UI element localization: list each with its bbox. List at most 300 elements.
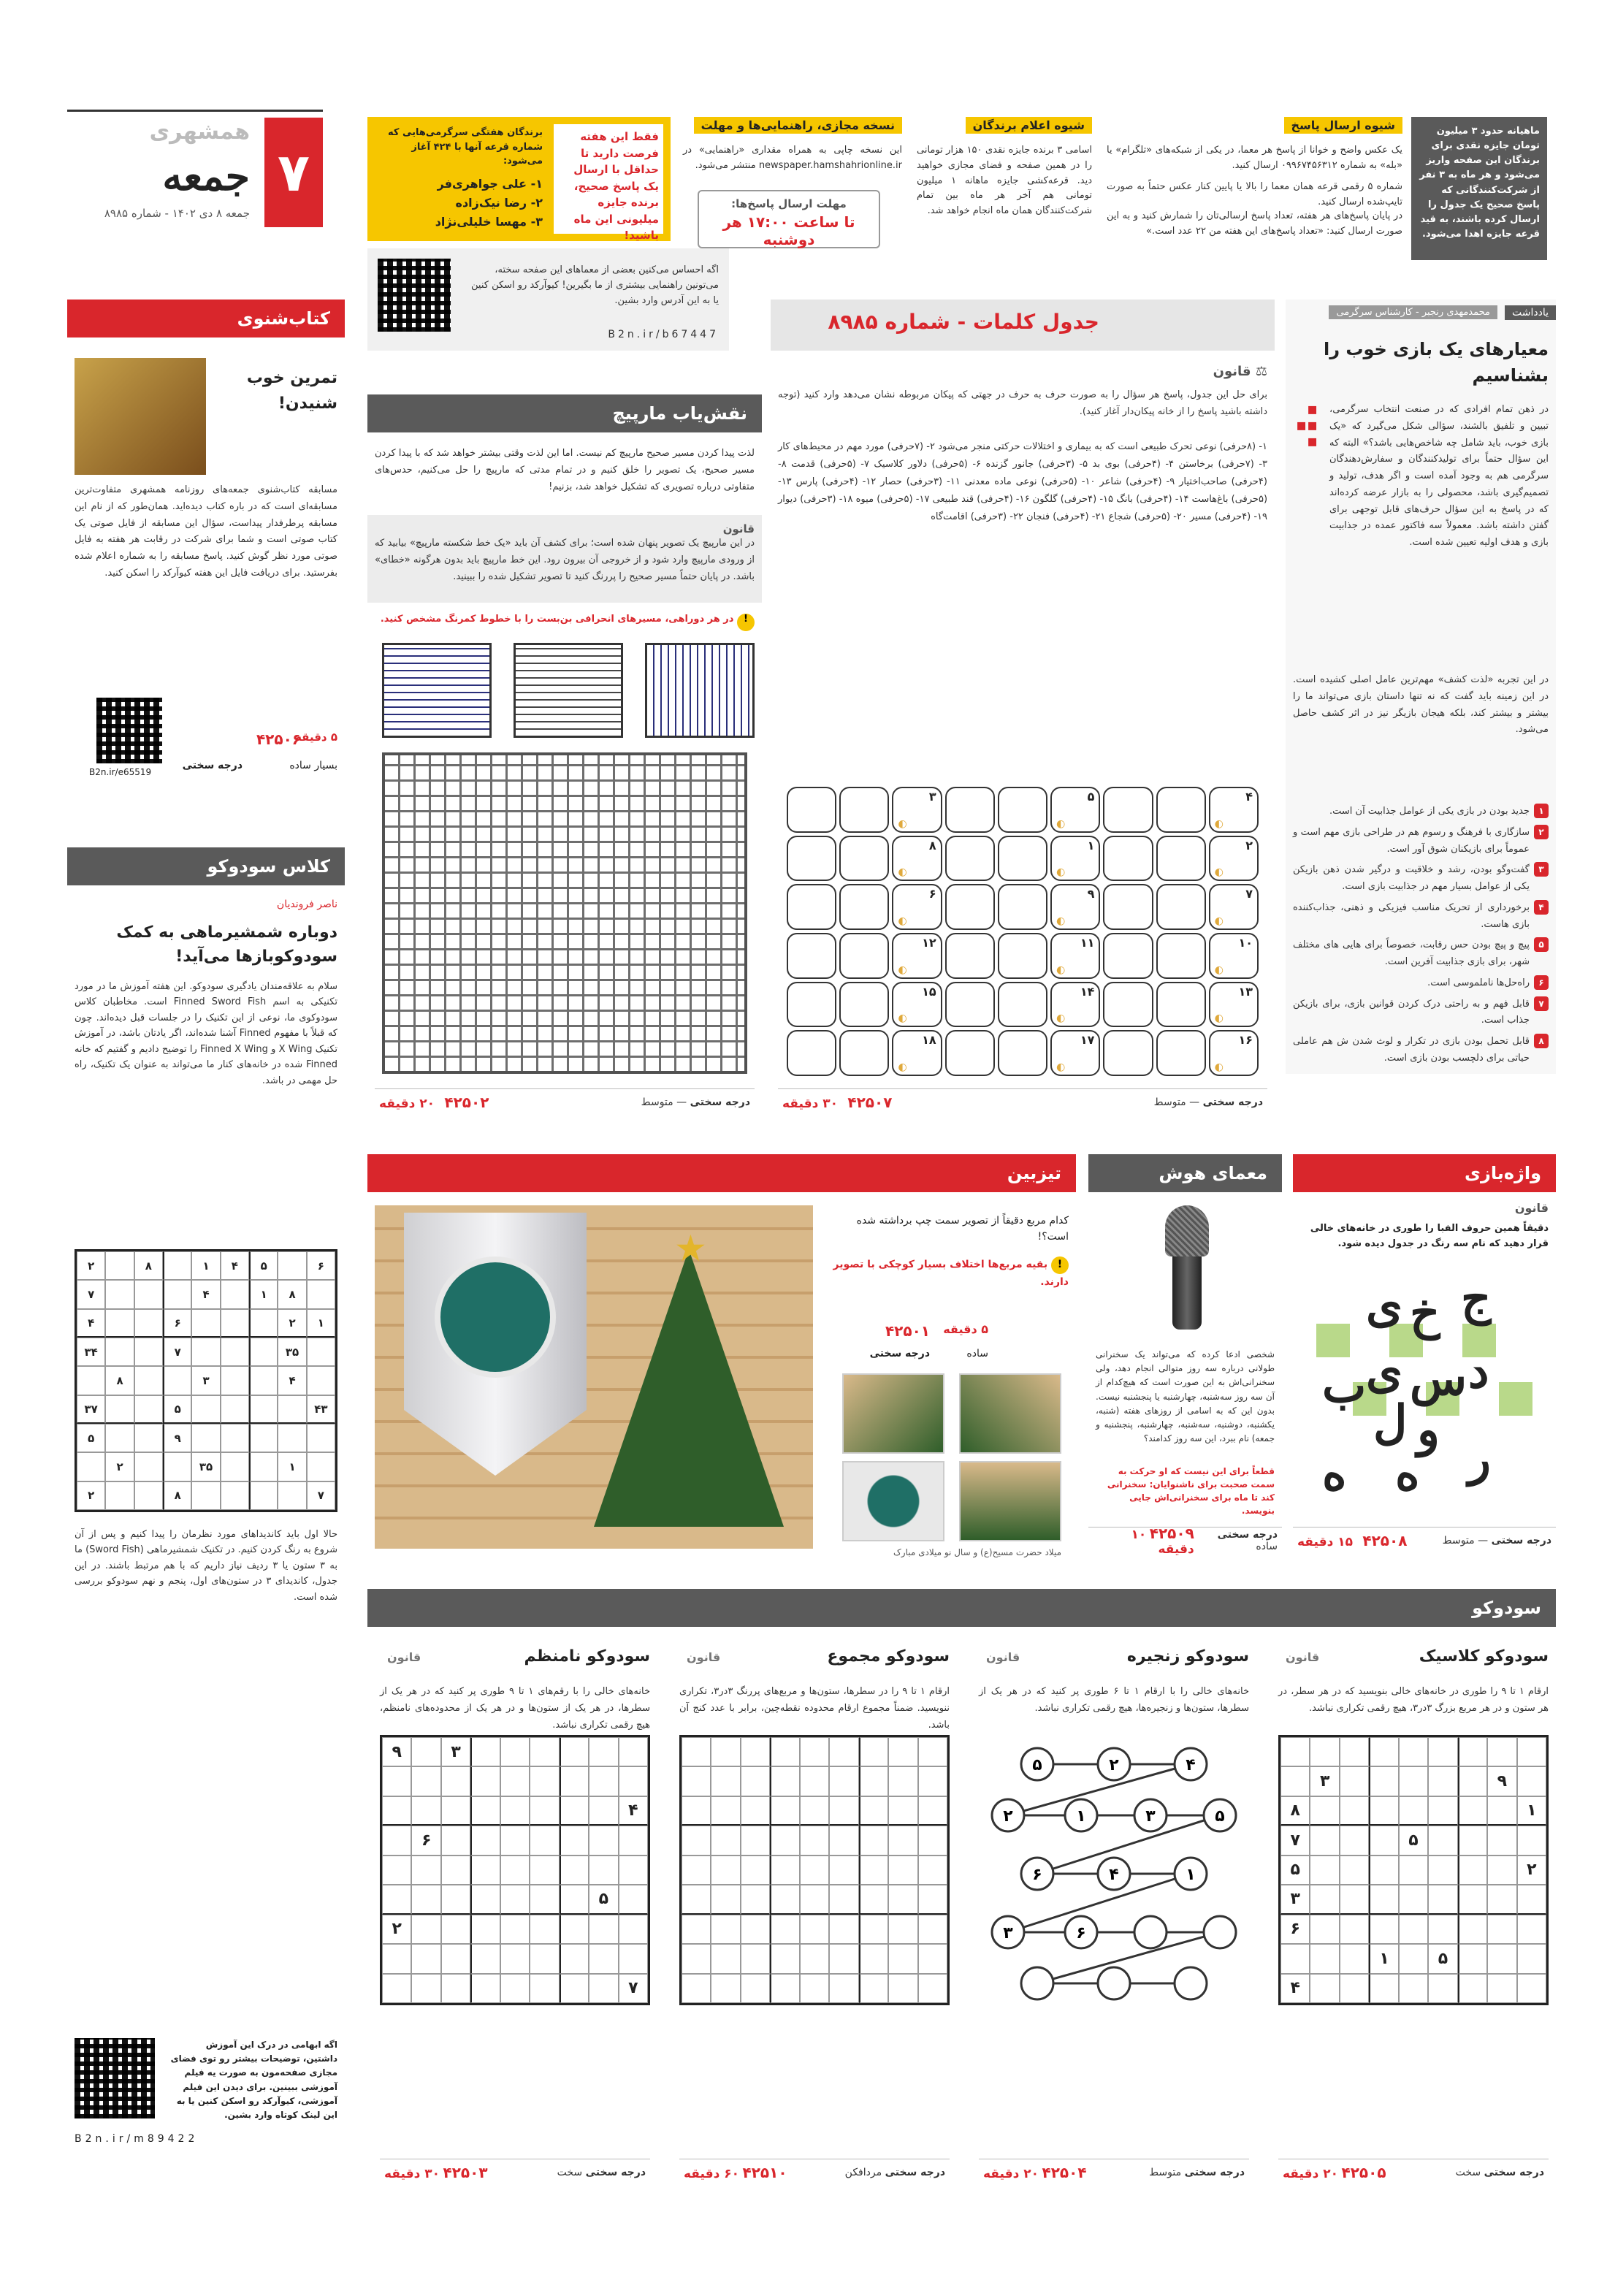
irregular-sudoku-cell[interactable] <box>619 1915 648 1944</box>
irregular-sudoku-cell[interactable] <box>382 1944 411 1973</box>
class-sudoku-cell[interactable] <box>105 1395 134 1424</box>
classic-sudoku-cell[interactable]: ۹ <box>1487 1766 1516 1796</box>
classic-sudoku-cell[interactable] <box>1369 1766 1398 1796</box>
class-sudoku-cell[interactable] <box>105 1251 134 1280</box>
class-sudoku-cell[interactable]: ۵ <box>249 1251 278 1280</box>
crossword-cell[interactable] <box>945 1030 995 1076</box>
class-sudoku-cell[interactable] <box>105 1309 134 1338</box>
irregular-sudoku-cell[interactable] <box>589 1974 618 2003</box>
irregular-sudoku-cell[interactable] <box>560 1885 589 1914</box>
sum-sudoku-cell[interactable] <box>682 1737 711 1766</box>
crossword-cell[interactable] <box>1050 836 1100 882</box>
irregular-sudoku-cell[interactable] <box>530 1826 559 1855</box>
irregular-sudoku-cell[interactable] <box>500 1885 530 1914</box>
sum-sudoku-cell[interactable] <box>741 1885 770 1914</box>
classic-sudoku-cell[interactable] <box>1458 1944 1487 1973</box>
sum-sudoku-cell[interactable] <box>741 1915 770 1944</box>
irregular-sudoku-cell[interactable] <box>382 1885 411 1914</box>
classic-sudoku-cell[interactable] <box>1340 1974 1369 2003</box>
crossword-cell[interactable] <box>892 933 942 979</box>
class-sudoku-cell[interactable] <box>278 1424 306 1452</box>
class-sudoku-cell[interactable] <box>134 1366 163 1395</box>
irregular-sudoku-cell[interactable] <box>382 1974 411 2003</box>
crossword-cell[interactable] <box>787 787 836 833</box>
classic-sudoku-cell[interactable] <box>1487 1796 1516 1826</box>
class-sudoku-cell[interactable]: ۱ <box>307 1309 335 1338</box>
irregular-sudoku-cell[interactable] <box>589 1915 618 1944</box>
classic-sudoku-cell[interactable]: ۶ <box>1280 1915 1310 1944</box>
classic-sudoku-cell[interactable]: ۱ <box>1517 1796 1546 1826</box>
bookclub-qr-url[interactable]: B2n.ir/e65519 <box>89 767 152 777</box>
irregular-sudoku-cell[interactable] <box>441 1885 470 1914</box>
classic-sudoku-cell[interactable] <box>1340 1915 1369 1944</box>
classic-sudoku-cell[interactable]: ۳ <box>1280 1885 1310 1914</box>
irregular-sudoku-cell[interactable] <box>589 1944 618 1973</box>
irregular-sudoku-cell[interactable]: ۵ <box>589 1885 618 1914</box>
irregular-sudoku-cell[interactable] <box>470 1944 500 1973</box>
sum-sudoku-cell[interactable] <box>888 1856 917 1885</box>
sum-sudoku-cell[interactable] <box>711 1915 740 1944</box>
class-sudoku-cell[interactable] <box>221 1338 249 1366</box>
classic-sudoku-cell[interactable] <box>1310 1796 1339 1826</box>
sum-sudoku-cell[interactable] <box>829 1766 858 1796</box>
irregular-sudoku-cell[interactable] <box>470 1974 500 2003</box>
sum-sudoku-cell[interactable] <box>770 1737 799 1766</box>
crossword-cell[interactable] <box>892 836 942 882</box>
class-sudoku-cell[interactable]: ۱ <box>278 1452 306 1481</box>
irregular-sudoku-cell[interactable] <box>441 1974 470 2003</box>
class-sudoku-cell[interactable] <box>307 1366 335 1395</box>
sum-sudoku-cell[interactable] <box>682 1885 711 1914</box>
class-sudoku-cell[interactable]: ۶ <box>163 1309 191 1338</box>
sum-sudoku-cell[interactable] <box>741 1737 770 1766</box>
class-sudoku-cell[interactable]: ۷ <box>77 1280 105 1308</box>
crossword-cell[interactable] <box>1050 884 1100 930</box>
irregular-sudoku-cell[interactable] <box>619 1766 648 1796</box>
sharp-option-1[interactable] <box>842 1373 944 1454</box>
sum-sudoku-cell[interactable] <box>682 1856 711 1885</box>
crossword-cell[interactable] <box>1209 884 1259 930</box>
classic-sudoku-cell[interactable] <box>1428 1826 1457 1855</box>
sum-sudoku-cell[interactable] <box>918 1944 947 1973</box>
class-sudoku-cell[interactable] <box>278 1251 306 1280</box>
classic-sudoku-cell[interactable] <box>1517 1944 1546 1973</box>
class-sudoku-cell[interactable] <box>221 1452 249 1481</box>
crossword-cell[interactable] <box>787 1030 836 1076</box>
sum-sudoku-cell[interactable] <box>682 1826 711 1855</box>
crossword-cell[interactable] <box>787 982 836 1028</box>
sum-sudoku-cell[interactable] <box>859 1915 888 1944</box>
class-sudoku-cell[interactable]: ۳۷ <box>77 1395 105 1424</box>
sum-sudoku-cell[interactable] <box>859 1885 888 1914</box>
irregular-sudoku-cell[interactable] <box>441 1826 470 1855</box>
irregular-sudoku-cell[interactable] <box>530 1766 559 1796</box>
sum-sudoku-cell[interactable] <box>741 1944 770 1973</box>
classic-sudoku-cell[interactable] <box>1487 1885 1516 1914</box>
classic-sudoku-cell[interactable] <box>1458 1856 1487 1885</box>
irregular-sudoku-cell[interactable] <box>411 1915 440 1944</box>
crossword-cell[interactable] <box>1050 1030 1100 1076</box>
sum-sudoku-cell[interactable] <box>918 1885 947 1914</box>
classic-sudoku-cell[interactable] <box>1517 1766 1546 1796</box>
crossword-cell[interactable] <box>998 787 1047 833</box>
class-sudoku-cell[interactable] <box>278 1395 306 1424</box>
sum-sudoku-cell[interactable] <box>770 1856 799 1885</box>
sum-sudoku-cell[interactable] <box>682 1974 711 2003</box>
irregular-sudoku-cell[interactable] <box>530 1885 559 1914</box>
irregular-sudoku-cell[interactable] <box>589 1766 618 1796</box>
sum-sudoku-cell[interactable] <box>711 1944 740 1973</box>
irregular-sudoku-cell[interactable] <box>470 1856 500 1885</box>
classic-sudoku-cell[interactable] <box>1340 1796 1369 1826</box>
crossword-cell[interactable] <box>1156 787 1206 833</box>
sum-sudoku-cell[interactable] <box>829 1974 858 2003</box>
sum-sudoku-cell[interactable] <box>888 1915 917 1944</box>
classic-sudoku-cell[interactable] <box>1487 1974 1516 2003</box>
class-sudoku-cell[interactable] <box>134 1280 163 1308</box>
class-sudoku-cell[interactable] <box>134 1395 163 1424</box>
sum-sudoku-cell[interactable] <box>741 1826 770 1855</box>
chain-node[interactable] <box>1204 1916 1236 1948</box>
crossword-cell[interactable] <box>998 933 1047 979</box>
crossword-cell[interactable] <box>787 933 836 979</box>
crossword-cell[interactable] <box>1103 1030 1153 1076</box>
irregular-sudoku-cell[interactable] <box>411 1796 440 1826</box>
sum-sudoku-cell[interactable] <box>888 1796 917 1826</box>
crossword-cell[interactable] <box>998 884 1047 930</box>
sum-sudoku-cell[interactable] <box>829 1737 858 1766</box>
crossword-cell[interactable] <box>1156 933 1206 979</box>
classic-sudoku-cell[interactable] <box>1487 1826 1516 1855</box>
irregular-sudoku-cell[interactable] <box>500 1915 530 1944</box>
irregular-sudoku-cell[interactable] <box>470 1885 500 1914</box>
sum-sudoku-cell[interactable] <box>770 1915 799 1944</box>
crossword-grid[interactable] <box>785 785 1260 1078</box>
chain-node[interactable] <box>1134 1916 1167 1948</box>
class-sudoku-cell[interactable] <box>105 1424 134 1452</box>
classic-sudoku-cell[interactable] <box>1458 1826 1487 1855</box>
classic-sudoku-cell[interactable] <box>1340 1826 1369 1855</box>
sum-sudoku-cell[interactable] <box>800 1915 829 1944</box>
crossword-cell[interactable] <box>1103 982 1153 1028</box>
classic-sudoku-cell[interactable] <box>1458 1885 1487 1914</box>
irregular-sudoku-cell[interactable] <box>560 1737 589 1766</box>
crossword-cell[interactable] <box>1050 787 1100 833</box>
class-sudoku-cell[interactable]: ۲ <box>105 1452 134 1481</box>
crossword-cell[interactable] <box>892 884 942 930</box>
classic-sudoku-cell[interactable] <box>1310 1915 1339 1944</box>
classic-sudoku-cell[interactable] <box>1369 1737 1398 1766</box>
irregular-sudoku-cell[interactable] <box>500 1796 530 1826</box>
sum-sudoku-cell[interactable] <box>741 1974 770 2003</box>
sudoku-irregular-grid[interactable] <box>380 1735 650 2005</box>
classic-sudoku-cell[interactable] <box>1517 1737 1546 1766</box>
class-sudoku-cell[interactable] <box>191 1481 220 1510</box>
irregular-sudoku-cell[interactable] <box>411 1766 440 1796</box>
classic-sudoku-cell[interactable] <box>1340 1737 1369 1766</box>
classic-sudoku-cell[interactable]: ۳ <box>1310 1766 1339 1796</box>
sum-sudoku-cell[interactable] <box>800 1766 829 1796</box>
class-sudoku-cell[interactable]: ۴۳ <box>307 1395 335 1424</box>
class-sudoku-cell[interactable]: ۷ <box>163 1338 191 1366</box>
crossword-cell[interactable] <box>839 836 889 882</box>
wordgame-green-cell[interactable] <box>1497 1381 1534 1417</box>
irregular-sudoku-cell[interactable] <box>619 1826 648 1855</box>
crossword-cell[interactable] <box>1103 884 1153 930</box>
irregular-sudoku-cell[interactable] <box>500 1944 530 1973</box>
classic-sudoku-cell[interactable]: ۵ <box>1428 1944 1457 1973</box>
class-sudoku-cell[interactable]: ۸ <box>105 1366 134 1395</box>
class-sudoku-cell[interactable] <box>134 1309 163 1338</box>
class-sudoku-cell[interactable] <box>191 1309 220 1338</box>
irregular-sudoku-cell[interactable] <box>500 1856 530 1885</box>
classic-sudoku-cell[interactable] <box>1458 1915 1487 1944</box>
classic-sudoku-cell[interactable] <box>1458 1974 1487 2003</box>
irregular-sudoku-cell[interactable] <box>441 1915 470 1944</box>
classic-sudoku-cell[interactable] <box>1487 1737 1516 1766</box>
class-sudoku-cell[interactable]: ۱ <box>249 1280 278 1308</box>
sum-sudoku-cell[interactable] <box>888 1826 917 1855</box>
classic-sudoku-cell[interactable] <box>1369 1856 1398 1885</box>
class-sudoku-cell[interactable] <box>134 1452 163 1481</box>
irregular-sudoku-cell[interactable] <box>411 1856 440 1885</box>
classic-sudoku-cell[interactable] <box>1399 1766 1428 1796</box>
irregular-sudoku-cell[interactable] <box>530 1915 559 1944</box>
classic-sudoku-cell[interactable] <box>1399 1885 1428 1914</box>
classic-sudoku-cell[interactable] <box>1517 1974 1546 2003</box>
classic-sudoku-cell[interactable] <box>1428 1796 1457 1826</box>
crossword-cell[interactable] <box>945 787 995 833</box>
chain-node[interactable] <box>1098 1967 1130 1999</box>
classic-sudoku-cell[interactable] <box>1369 1796 1398 1826</box>
crossword-cell[interactable] <box>1209 933 1259 979</box>
class-sudoku-cell[interactable] <box>249 1424 278 1452</box>
classic-sudoku-cell[interactable] <box>1428 1974 1457 2003</box>
class-sudoku-cell[interactable] <box>134 1424 163 1452</box>
classic-sudoku-cell[interactable]: ۵ <box>1399 1826 1428 1855</box>
class-sudoku-cell[interactable] <box>249 1309 278 1338</box>
class-sudoku-cell[interactable] <box>249 1452 278 1481</box>
irregular-sudoku-cell[interactable] <box>560 1944 589 1973</box>
irregular-sudoku-cell[interactable] <box>411 1737 440 1766</box>
class-sudoku-cell[interactable] <box>221 1424 249 1452</box>
class-sudoku-cell[interactable]: ۲ <box>77 1481 105 1510</box>
class-sudoku-cell[interactable] <box>191 1338 220 1366</box>
class-sudoku-cell[interactable] <box>105 1338 134 1366</box>
classic-sudoku-cell[interactable] <box>1428 1737 1457 1766</box>
class-sudoku-cell[interactable] <box>134 1338 163 1366</box>
irregular-sudoku-cell[interactable]: ۹ <box>382 1737 411 1766</box>
irregular-sudoku-cell[interactable] <box>560 1826 589 1855</box>
class-sudoku-cell[interactable]: ۴ <box>221 1251 249 1280</box>
classic-sudoku-cell[interactable] <box>1487 1915 1516 1944</box>
classic-sudoku-cell[interactable] <box>1369 1915 1398 1944</box>
irregular-sudoku-cell[interactable] <box>382 1856 411 1885</box>
class-sudoku-cell[interactable] <box>163 1280 191 1308</box>
class-sudoku-cell[interactable]: ۸ <box>163 1481 191 1510</box>
irregular-sudoku-cell[interactable] <box>619 1885 648 1914</box>
class-sudoku-cell[interactable] <box>249 1481 278 1510</box>
sum-sudoku-cell[interactable] <box>800 1856 829 1885</box>
irregular-sudoku-cell[interactable] <box>530 1944 559 1973</box>
class-sudoku-cell[interactable] <box>191 1424 220 1452</box>
irregular-sudoku-cell[interactable] <box>589 1856 618 1885</box>
sum-sudoku-cell[interactable] <box>800 1885 829 1914</box>
sum-sudoku-cell[interactable] <box>859 1737 888 1766</box>
classic-sudoku-cell[interactable] <box>1487 1944 1516 1973</box>
irregular-sudoku-cell[interactable] <box>441 1796 470 1826</box>
irregular-sudoku-cell[interactable]: ۲ <box>382 1915 411 1944</box>
class-sudoku-cell[interactable]: ۷ <box>307 1481 335 1510</box>
irregular-sudoku-cell[interactable] <box>619 1737 648 1766</box>
sum-sudoku-cell[interactable] <box>888 1885 917 1914</box>
class-sudoku-cell[interactable] <box>307 1452 335 1481</box>
class-sudoku-cell[interactable] <box>163 1366 191 1395</box>
class-sudoku-cell[interactable] <box>163 1251 191 1280</box>
sum-sudoku-cell[interactable] <box>682 1944 711 1973</box>
crossword-cell[interactable] <box>998 836 1047 882</box>
irregular-sudoku-cell[interactable] <box>530 1737 559 1766</box>
classic-sudoku-cell[interactable] <box>1340 1766 1369 1796</box>
class-sudoku-cell[interactable]: ۳ <box>191 1366 220 1395</box>
sum-sudoku-cell[interactable] <box>741 1796 770 1826</box>
sudoku-chain-grid[interactable] <box>979 1735 1249 2005</box>
sum-sudoku-cell[interactable] <box>888 1944 917 1973</box>
sum-sudoku-cell[interactable] <box>711 1856 740 1885</box>
sum-sudoku-cell[interactable] <box>770 1974 799 2003</box>
sudoku-sum-grid[interactable] <box>679 1735 950 2005</box>
classic-sudoku-cell[interactable]: ۴ <box>1280 1974 1310 2003</box>
crossword-cell[interactable] <box>1209 836 1259 882</box>
class-sudoku-cell[interactable]: ۸ <box>134 1251 163 1280</box>
sum-sudoku-cell[interactable] <box>918 1974 947 2003</box>
classic-sudoku-cell[interactable] <box>1399 1915 1428 1944</box>
sum-sudoku-cell[interactable] <box>918 1915 947 1944</box>
classic-sudoku-cell[interactable] <box>1517 1915 1546 1944</box>
sum-sudoku-cell[interactable] <box>859 1826 888 1855</box>
classic-sudoku-cell[interactable] <box>1369 1974 1398 2003</box>
classic-sudoku-cell[interactable] <box>1428 1766 1457 1796</box>
classic-sudoku-cell[interactable] <box>1428 1856 1457 1885</box>
class-sudoku-cell[interactable] <box>77 1452 105 1481</box>
class-sudoku-cell[interactable]: ۳۵ <box>191 1452 220 1481</box>
sum-sudoku-cell[interactable] <box>800 1974 829 2003</box>
classic-sudoku-cell[interactable] <box>1458 1766 1487 1796</box>
irregular-sudoku-cell[interactable] <box>470 1737 500 1766</box>
sum-sudoku-cell[interactable] <box>741 1766 770 1796</box>
sum-sudoku-cell[interactable] <box>829 1944 858 1973</box>
crossword-cell[interactable] <box>945 933 995 979</box>
crossword-cell[interactable] <box>945 982 995 1028</box>
sum-sudoku-cell[interactable] <box>711 1885 740 1914</box>
sum-sudoku-cell[interactable] <box>829 1796 858 1826</box>
crossword-cell[interactable] <box>1209 1030 1259 1076</box>
classic-sudoku-cell[interactable] <box>1310 1944 1339 1973</box>
class-sudoku-cell[interactable] <box>221 1395 249 1424</box>
irregular-sudoku-cell[interactable] <box>589 1796 618 1826</box>
sum-sudoku-cell[interactable] <box>918 1826 947 1855</box>
irregular-sudoku-cell[interactable] <box>382 1766 411 1796</box>
classic-sudoku-cell[interactable]: ۱ <box>1369 1944 1398 1973</box>
classic-sudoku-cell[interactable] <box>1310 1974 1339 2003</box>
classic-sudoku-cell[interactable] <box>1399 1796 1428 1826</box>
classic-sudoku-cell[interactable] <box>1280 1737 1310 1766</box>
irregular-sudoku-cell[interactable] <box>560 1766 589 1796</box>
classic-sudoku-cell[interactable] <box>1399 1974 1428 2003</box>
classic-sudoku-cell[interactable] <box>1517 1826 1546 1855</box>
sum-sudoku-cell[interactable] <box>918 1796 947 1826</box>
sharp-option-2[interactable] <box>959 1373 1061 1454</box>
class-sudoku-cell[interactable] <box>307 1338 335 1366</box>
sum-sudoku-cell[interactable] <box>859 1944 888 1973</box>
class-sudoku-cell[interactable] <box>307 1280 335 1308</box>
crossword-cell[interactable] <box>1050 933 1100 979</box>
irregular-sudoku-cell[interactable]: ۶ <box>411 1826 440 1855</box>
irregular-sudoku-cell[interactable] <box>470 1796 500 1826</box>
class-sudoku-cell[interactable]: ۳۵ <box>278 1338 306 1366</box>
classic-sudoku-cell[interactable] <box>1399 1737 1428 1766</box>
wordgame-green-cell[interactable] <box>1315 1322 1351 1359</box>
sudoku-class-qr[interactable] <box>75 2038 155 2118</box>
sum-sudoku-cell[interactable] <box>741 1856 770 1885</box>
crossword-cell[interactable] <box>998 1030 1047 1076</box>
classic-sudoku-cell[interactable] <box>1340 1944 1369 1973</box>
crossword-cell[interactable] <box>892 1030 942 1076</box>
classic-sudoku-cell[interactable] <box>1369 1885 1398 1914</box>
irregular-sudoku-cell[interactable] <box>411 1974 440 2003</box>
classic-sudoku-cell[interactable] <box>1399 1944 1428 1973</box>
sum-sudoku-cell[interactable] <box>770 1885 799 1914</box>
class-sudoku-cell[interactable] <box>249 1395 278 1424</box>
irregular-sudoku-cell[interactable] <box>530 1974 559 2003</box>
irregular-sudoku-cell[interactable] <box>470 1915 500 1944</box>
class-sudoku-cell[interactable]: ۹ <box>163 1424 191 1452</box>
class-sudoku-cell[interactable] <box>249 1366 278 1395</box>
sum-sudoku-cell[interactable] <box>770 1826 799 1855</box>
chain-node[interactable] <box>1175 1967 1207 1999</box>
classic-sudoku-cell[interactable] <box>1280 1766 1310 1796</box>
irregular-sudoku-cell[interactable] <box>560 1856 589 1885</box>
classic-sudoku-cell[interactable] <box>1487 1856 1516 1885</box>
irregular-sudoku-cell[interactable]: ۴ <box>619 1796 648 1826</box>
crossword-cell[interactable] <box>839 884 889 930</box>
class-sudoku-cell[interactable]: ۳۴ <box>77 1338 105 1366</box>
classic-sudoku-cell[interactable]: ۸ <box>1280 1796 1310 1826</box>
crossword-cell[interactable] <box>839 933 889 979</box>
bookclub-qr[interactable] <box>96 698 162 763</box>
sum-sudoku-cell[interactable] <box>888 1737 917 1766</box>
irregular-sudoku-cell[interactable] <box>500 1974 530 2003</box>
irregular-sudoku-cell[interactable] <box>382 1826 411 1855</box>
classic-sudoku-cell[interactable] <box>1399 1856 1428 1885</box>
crossword-cell[interactable] <box>839 787 889 833</box>
class-sudoku-cell[interactable] <box>221 1481 249 1510</box>
sharp-option-3[interactable] <box>842 1461 944 1541</box>
sharp-option-4[interactable] <box>959 1461 1061 1541</box>
sum-sudoku-cell[interactable] <box>859 1856 888 1885</box>
sum-sudoku-cell[interactable] <box>800 1796 829 1826</box>
qr-url[interactable]: B2n.ir/b67447 <box>608 329 719 340</box>
class-sudoku-cell[interactable] <box>221 1309 249 1338</box>
irregular-sudoku-cell[interactable] <box>441 1856 470 1885</box>
sum-sudoku-cell[interactable] <box>918 1856 947 1885</box>
maze-grid[interactable] <box>382 752 747 1074</box>
class-sudoku-cell[interactable]: ۶ <box>307 1251 335 1280</box>
chain-node[interactable] <box>1021 1967 1053 1999</box>
sum-sudoku-cell[interactable] <box>888 1974 917 2003</box>
sum-sudoku-cell[interactable] <box>711 1826 740 1855</box>
irregular-sudoku-cell[interactable] <box>500 1766 530 1796</box>
